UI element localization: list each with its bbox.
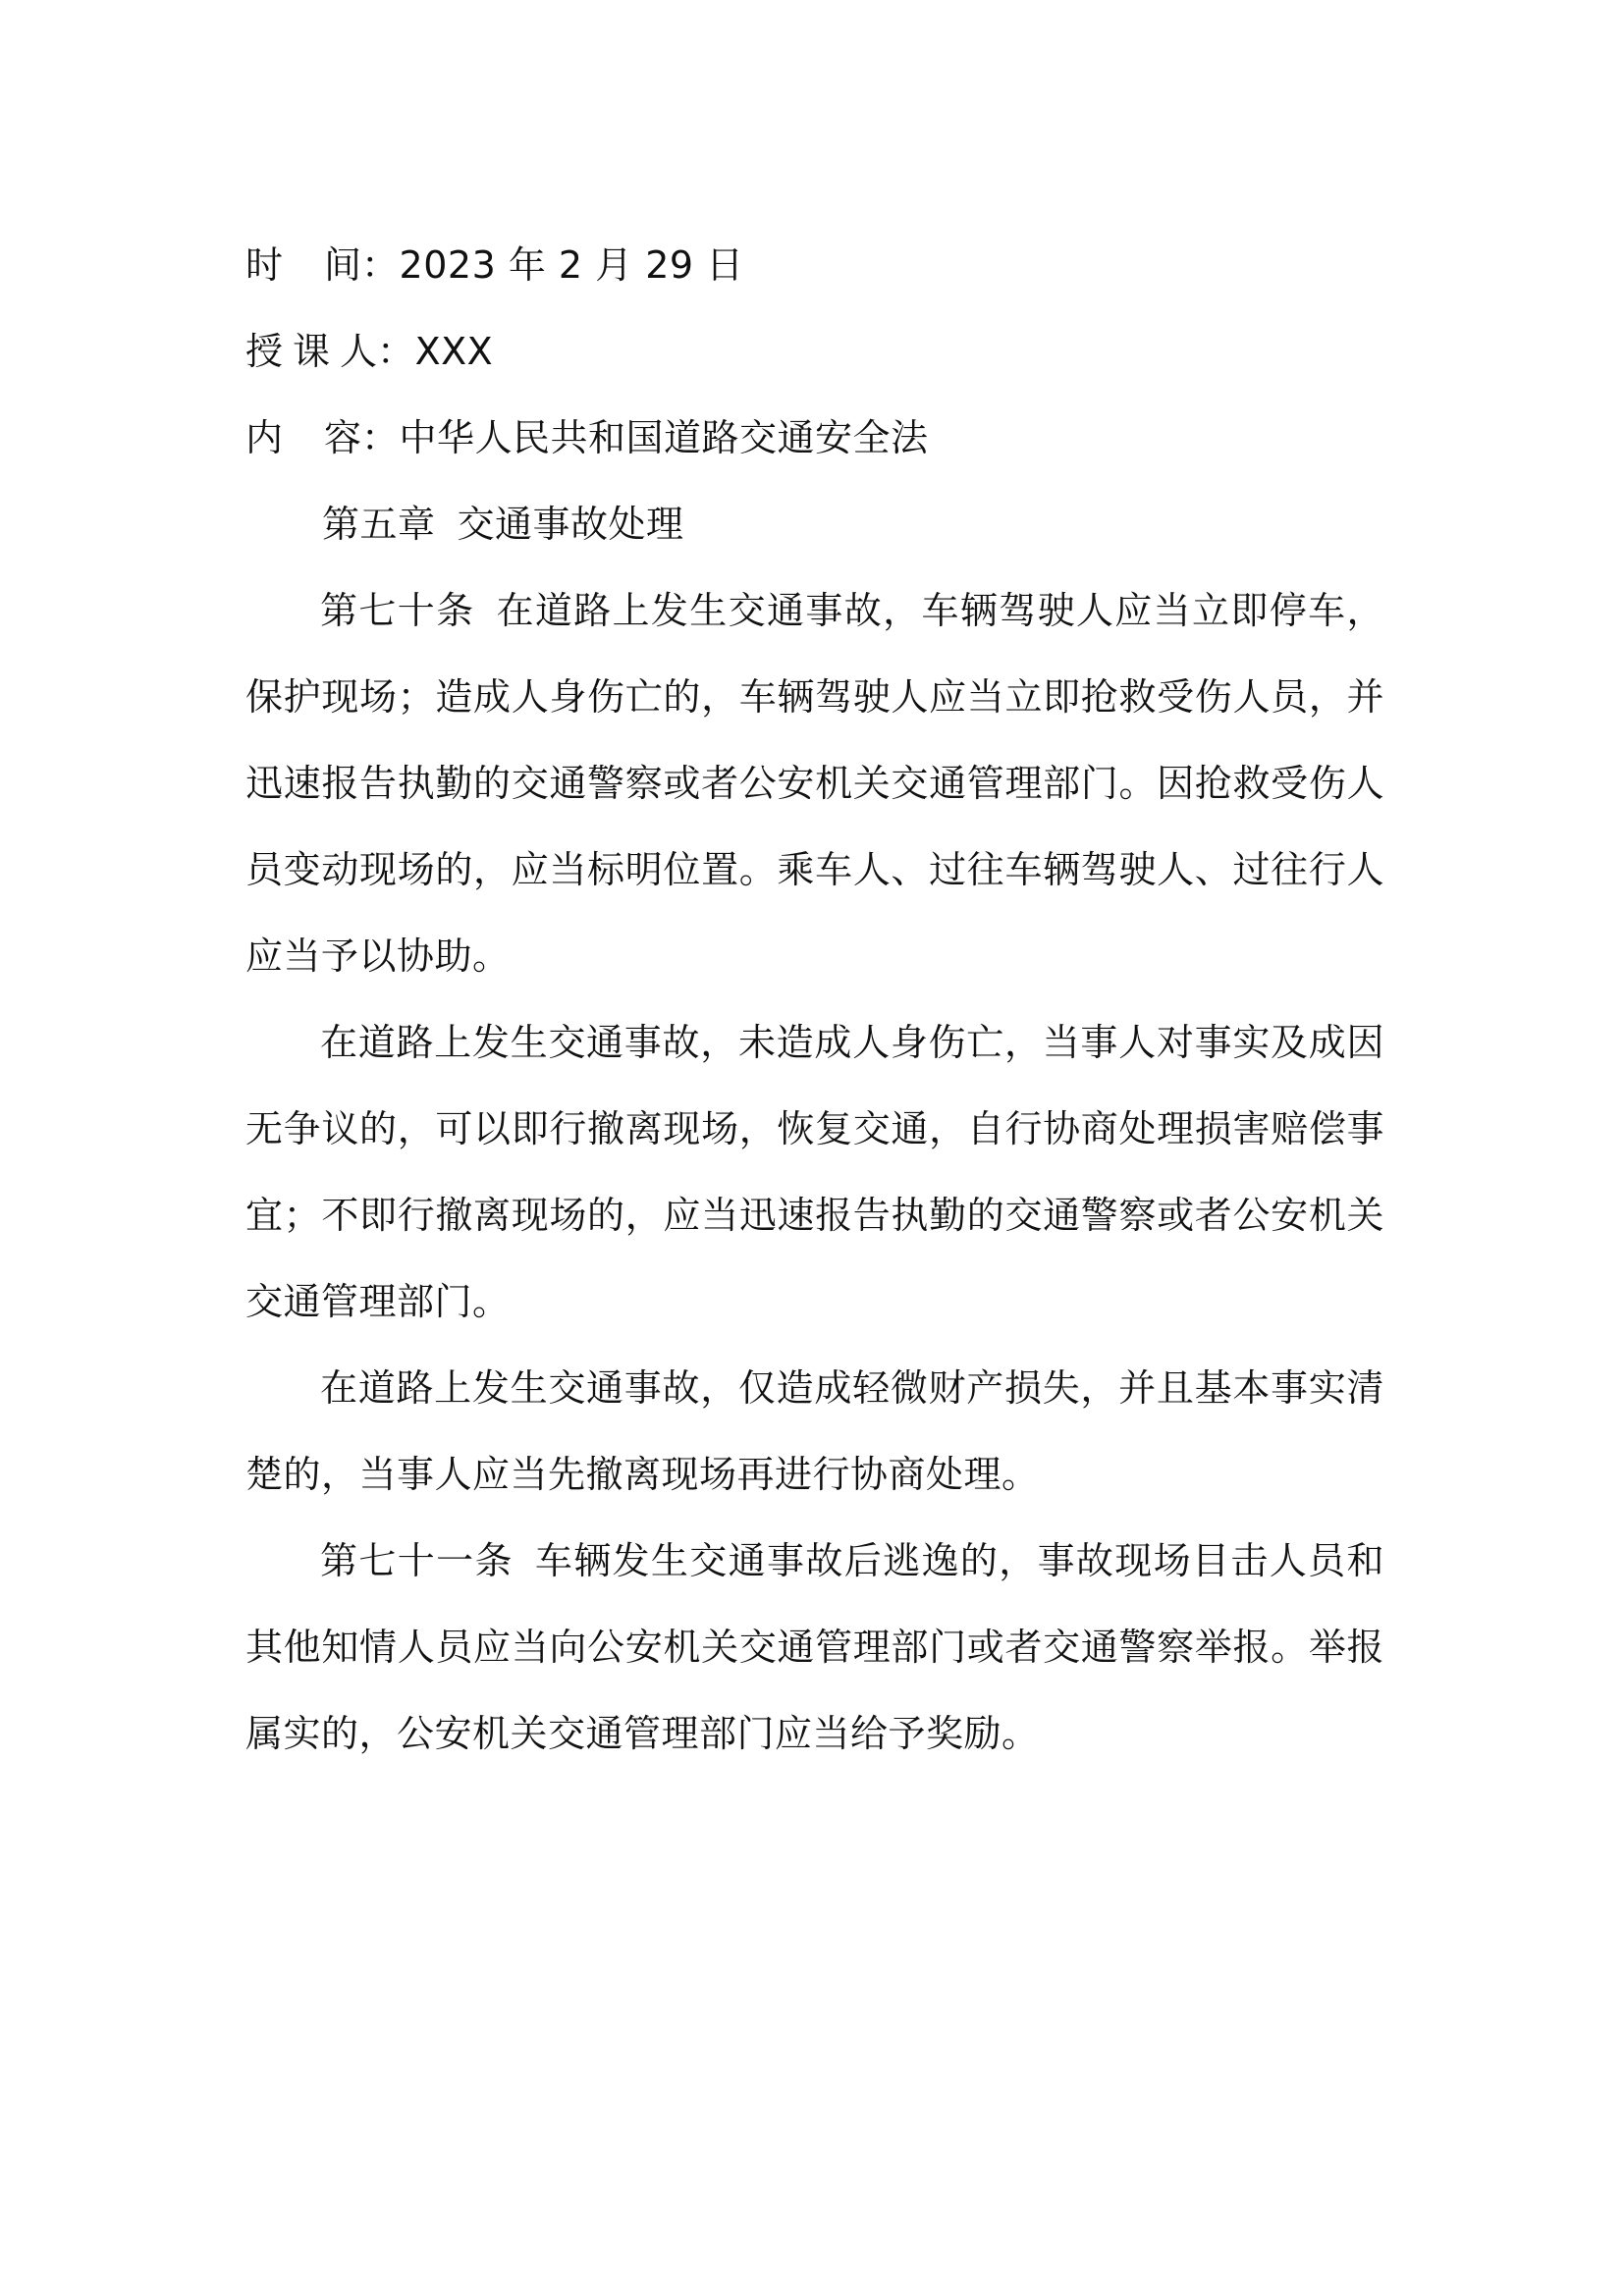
paragraph-text: 在道路上发生交通事故，未造成人身伤亡，当事人对事实及成因无争议的，可以即行撤离现场，恢复交通，自行协商处理损害赔偿事宜；不即行撤离现场的，应当迅速报告执勤的交通警察或者公安机关交通管理部门。: [245, 1021, 1384, 1323]
teacher-value: XXX: [414, 330, 494, 373]
content-separator: ：: [361, 416, 400, 459]
paragraph-text: 在道路上发生交通事故，车辆驾驶人应当立即停车，保护现场；造成人身伤亡的，车辆驾驶人应当立即抢救受伤人员，并迅速报告执勤的交通警察或者公安机关交通管理部门。因抢救受伤人员变动现场的，应当标明位置。乘车人、过往车辆驾驶人、过往行人应当予以协助。: [245, 589, 1384, 978]
paragraph-article-71: [245, 1518, 1384, 1777]
time-label: [245, 222, 361, 308]
content-label-char-2: 容: [324, 416, 362, 459]
paragraph-text: 在道路上发生交通事故，仅造成轻微财产损失，并且基本事实清楚的，当事人应当先撤离现场再进行协商处理。: [245, 1366, 1384, 1496]
article-number: 第七十条: [320, 589, 475, 632]
content-value: 中华人民共和国道路交通安全法: [399, 416, 929, 459]
time-value: 2023 年 2 月 29 日: [399, 243, 744, 287]
paragraph-article-70-clause-2: [245, 999, 1384, 1345]
teacher-line: [245, 308, 1384, 395]
paragraph-article-70-clause-3: [245, 1345, 1384, 1518]
content-line: [245, 395, 1384, 481]
teacher-label-char-1: 授: [245, 330, 284, 373]
time-label-char-1: 时: [245, 243, 284, 287]
chapter-heading: [245, 481, 1384, 567]
time-separator: ：: [361, 243, 400, 287]
time-label-char-2: 间: [324, 243, 362, 287]
teacher-label-char-2: 课: [293, 330, 331, 373]
teacher-label-char-3: 人: [340, 330, 378, 373]
content-label-char-1: 内: [245, 416, 284, 459]
chapter-title: 交通事故处理: [457, 503, 684, 546]
teacher-label: [245, 308, 377, 395]
teacher-separator: ：: [377, 330, 415, 373]
content-label: [245, 395, 361, 481]
time-line: [245, 222, 1384, 308]
chapter-number: 第五章: [322, 503, 436, 546]
document-body: [245, 222, 1384, 1777]
article-number: 第七十一条: [320, 1539, 514, 1582]
paragraph-text: 车辆发生交通事故后逃逸的，事故现场目击人员和其他知情人员应当向公安机关交通管理部门或者交通警察举报。举报属实的，公安机关交通管理部门应当给予奖励。: [245, 1539, 1384, 1755]
paragraph-article-70: [245, 567, 1384, 999]
